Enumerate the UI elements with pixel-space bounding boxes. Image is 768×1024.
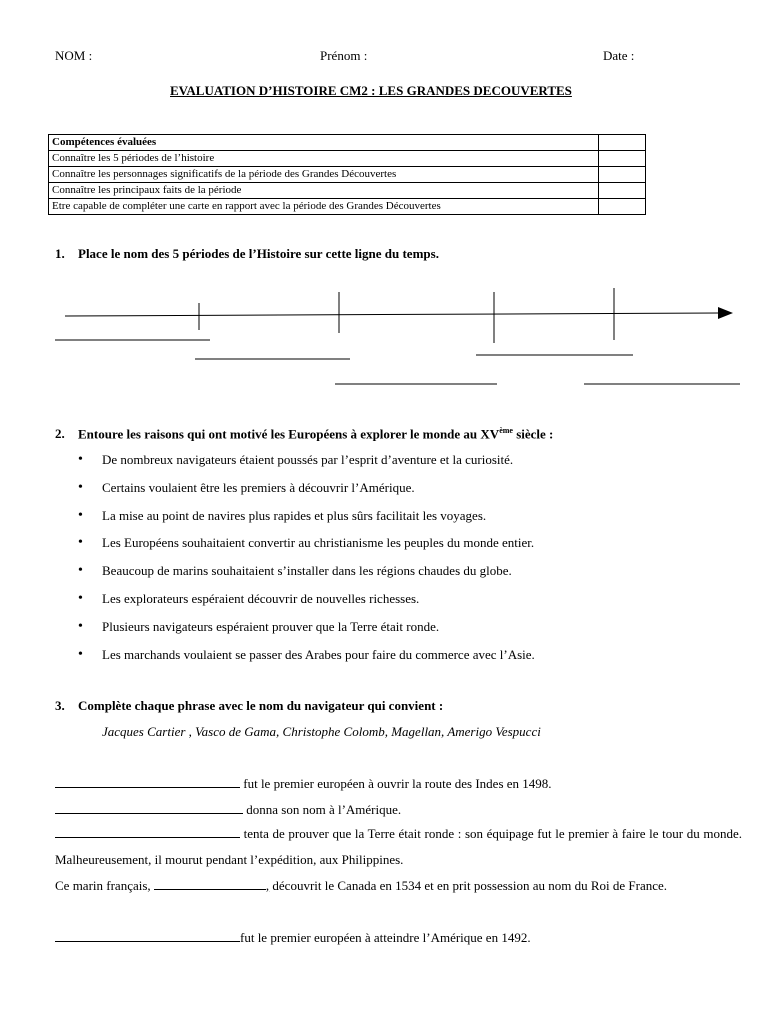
score-cell[interactable] [599,151,646,167]
competence-cell: Connaître les 5 périodes de l’histoire [49,151,599,167]
sentence-1 [55,775,552,792]
sentence-3 [55,821,742,873]
competence-cell: Connaître les personnages significatifs de la période des Grandes Découvertes [49,167,599,183]
question-2-text [78,426,553,442]
sentence-1-text: fut le premier européen à ouvrir la route des Indes en 1498. [243,776,552,791]
score-cell[interactable] [599,135,646,151]
sentence-4-after: découvrit le Canada en 1534 et en prit possession au nom du Roi de France. [272,878,668,893]
score-cell[interactable] [599,199,646,215]
prenom-label: Prénom : [320,48,368,63]
reason-item[interactable]: • Les Européens souhaitaient convertir au christianisme les peuples du monde entier. [70,534,535,562]
score-cell[interactable] [599,167,646,183]
reason-item[interactable]: • Beaucoup de marins souhaitaient s’installer dans les régions chaudes du globe. [70,562,535,590]
reason-item[interactable]: • De nombreux navigateurs étaient poussés par l’esprit d’aventure et la curiosité. [70,451,535,479]
score-cell[interactable] [599,183,646,199]
competence-cell: Etre capable de compléter une carte en rapport avec la période des Grandes Découvertes [49,199,599,215]
navigator-names: Jacques Cartier , Vasco de Gama, Christophe Colomb, Magellan, Amerigo Vespucci [102,724,541,739]
reason-item[interactable]: • Les explorateurs espéraient découvrir de nouvelles richesses. [70,590,535,618]
answer-blank[interactable] [55,929,240,942]
question-3-text: Complète chaque phrase avec le nom du navigateur qui convient : [78,698,444,713]
table-row [49,151,646,167]
question-2-text-before: Entoure les raisons qui ont motivé les Européens à explorer le monde au XV [78,426,500,442]
sentence-4-before: Ce marin français, [55,878,151,893]
question-2-number: 2. [55,426,65,441]
sentence-4 [55,873,742,899]
answer-blank[interactable] [154,877,266,890]
page-title: EVALUATION D’HISTOIRE CM2 : LES GRANDES DECOUVERTES [170,83,572,98]
reason-item[interactable]: • Certains voulaient être les premiers à découvrir l’Amérique. [70,479,535,507]
sentence-2 [55,801,401,818]
table-row [49,199,646,215]
reason-item[interactable]: • La mise au point de navires plus rapides et plus sûrs facilitait les voyages. [70,507,535,535]
competence-cell: Connaître les principaux faits de la période [49,183,599,199]
reason-item[interactable]: • Les marchands voulaient se passer des Arabes pour faire du commerce avec l’Asie. [70,646,535,674]
timeline-axis [65,313,720,316]
date-label: Date : [603,48,635,63]
timeline-arrowhead [718,307,733,319]
reason-item[interactable]: • Plusieurs navigateurs espéraient prouver que la Terre était ronde. [70,618,535,646]
sentence-2-text: donna son nom à l’Amérique. [246,802,402,817]
table-row [49,167,646,183]
table-row [49,135,646,151]
question-2-superscript: ème [499,426,513,435]
answer-blank[interactable] [55,775,240,788]
sentence-3-text: tenta de prouver que la Terre était ronde : son équipage fut le premier à faire le tour du monde. Malheureusement, il mourut pendant l’expédition, aux Philippines. [55,826,743,867]
answer-comma: , [265,878,270,893]
question-2-text-after: siècle : [512,426,554,442]
question-1-text: Place le nom des 5 périodes de l’Histoire sur cette ligne du temps. [78,246,439,261]
table-row [49,183,646,199]
reasons-list [70,451,535,673]
competences-table [48,134,646,215]
sentence-5-text: fut le premier européen à atteindre l’Amérique en 1492. [240,930,531,945]
question-3-number: 3. [55,698,65,713]
question-1-number: 1. [55,246,65,261]
nom-label: NOM : [55,48,93,63]
answer-blank[interactable] [55,825,240,838]
answer-blank[interactable] [55,801,243,814]
sentence-5 [55,929,531,946]
table-header-cell: Compétences évaluées [49,135,599,151]
